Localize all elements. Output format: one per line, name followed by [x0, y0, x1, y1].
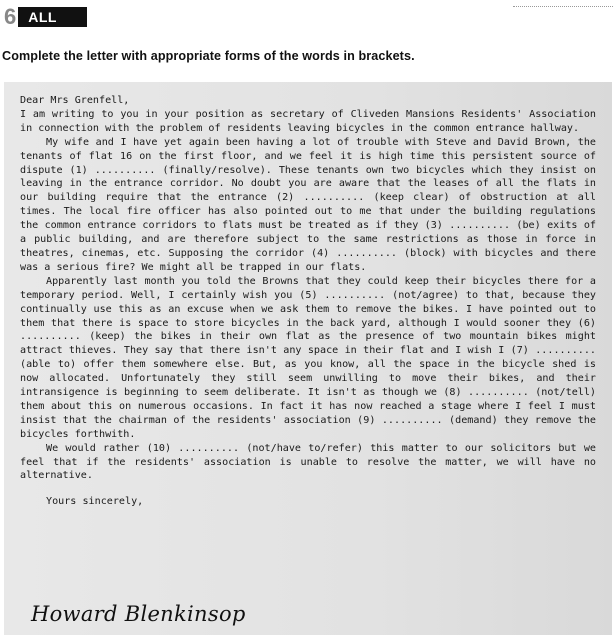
letter-paragraph-1: I am writing to you in your position as secretary of Cliveden Mansions Residents' Association in connection with the problem of residents leaving bicycles in the common entrance hallway.	[20, 108, 596, 134]
letter-closing: Yours sincerely,	[46, 496, 144, 508]
letter-paragraph-2: My wife and I have yet again been having a lot of trouble with Steve and David Brown, the tenants of flat 16 on the first floor, and we feel it is high time this persistent source of dispute (1) .......... (finally/resolve). These tenants own two bicycles which they insist on leaving in the entrance corridor. No doubt you are aware that the leases of all the flats in our building require that the entrance (2) .......... (keep clear) of obstruction at all times. The local fire officer has also pointed out to me that under the building regulations the common entrance corridors to flats must be treated as if they (3) .......... (be) exits of a public building, and are therefore subject to the same restrictions as those in force in theatres, cinemas, etc. Supposing the corridor (4) .......... (block) with bicycles and there was a serious fire? We might all be trapped in our flats.	[20, 136, 596, 273]
instruction-text: Complete the letter with appropriate forms of the words in brackets.	[2, 49, 415, 63]
letter-salutation: Dear Mrs Grenfell,	[20, 95, 130, 106]
letter-panel	[4, 82, 612, 635]
exercise-header	[4, 6, 87, 28]
handwritten-signature: Howard Blenkinsop	[31, 602, 246, 626]
letter-body	[20, 94, 596, 509]
exercise-tag: ALL	[18, 7, 87, 27]
letter-paragraph-4: We would rather (10) .......... (not/have to/refer) this matter to our solicitors but we feel that if the residents' association is unable to resolve the matter, we will have no alternative.	[20, 442, 596, 482]
letter-paragraph-3: Apparently last month you told the Browns that they could keep their bicycles there for a temporary period. Well, I certainly wish you (5) .......... (not/agree) to that, because they continually use this as an excuse when we ask them to remove the bikes. I have pointed out to them that there is space to store bicycles in the back yard, although I would sooner they (6) .......... (keep) the bikes in their own flat as the presence of two mountain bikes might attract thieves. They say that there isn't any space in their flat and I wish I (7) .......... (able to) offer them somewhere else. But, as you know, all the space in the bicycle shed is now allocated. Unfortunately they still seem unwilling to move their bikes, and their intransigence is beginning to seem deliberate. It isn't as though we (8) .......... (not/tell) them about this on numerous occasions. In fact it has now reached a stage where I feel I must insist that the chairman of the residents' association (9) .......... (demand) they remove the bicycles forthwith.	[20, 275, 596, 440]
dotted-rule	[513, 6, 613, 7]
exercise-number: 6	[4, 4, 17, 29]
